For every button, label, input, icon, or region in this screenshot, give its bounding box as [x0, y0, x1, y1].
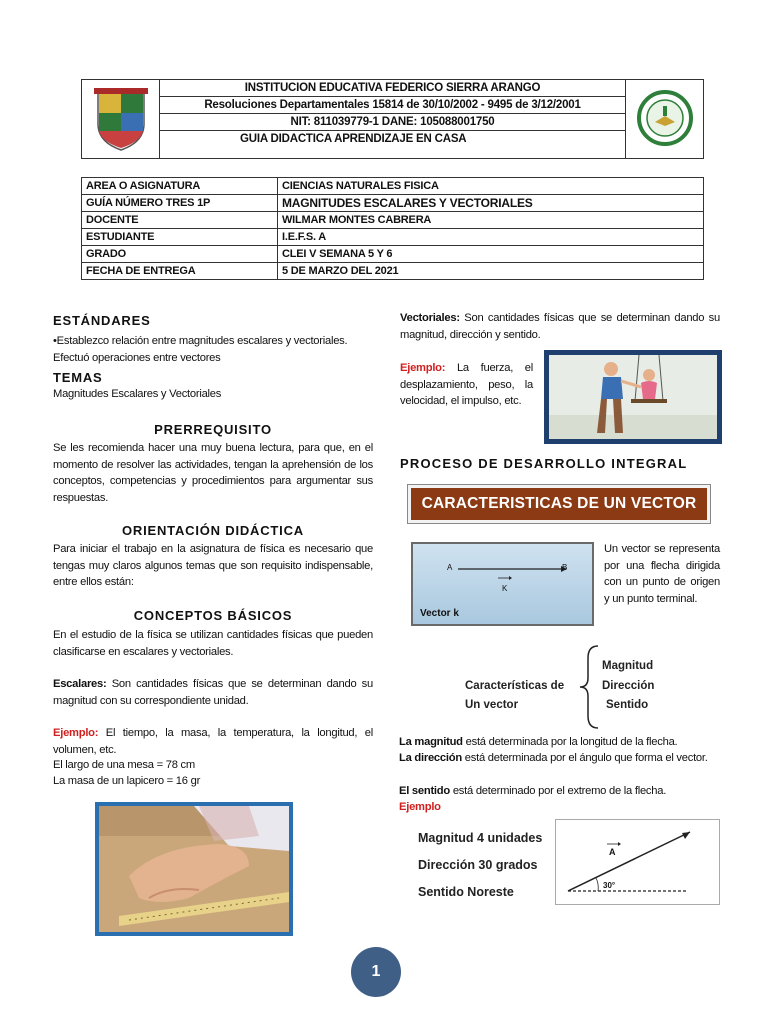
estandar-1: •Establezco relación entre magnitudes escalares y vectoriales. [53, 335, 348, 347]
vector-ejemplo-paragraph [400, 360, 533, 410]
table-row [82, 263, 704, 280]
vectoriales-text: Son cantidades físicas que se determinan dando su magnitud, dirección y sentido. [400, 312, 720, 341]
curly-brace-icon [578, 644, 602, 730]
measuring-table-photo [95, 802, 293, 936]
institution-header [81, 79, 704, 159]
nit-dane: NIT: 811039779-1 DANE: 105088001750 [160, 114, 625, 131]
direccion-text: está determinada por el ángulo que forma el vector. [461, 752, 708, 764]
table-row [82, 195, 704, 212]
guide-title: GUIA DIDACTICA APRENDIZAJE EN CASA [240, 133, 467, 145]
magnitud-label: La magnitud [399, 736, 463, 748]
example-vector-box [555, 819, 720, 905]
caracteristicas-list [602, 657, 654, 716]
prerrequisito-text: Se les recomienda hacer una muy buena lectura, para que, en el momento de resolver las actividades, tengan la aprehensión de los conceptos, competencias y procedimientos para argumentar sus respuestas. [53, 442, 373, 504]
temas-heading: TEMAS [53, 370, 103, 385]
temas-text: Magnitudes Escalares y Vectoriales [53, 388, 222, 400]
row-label: DOCENTE [82, 212, 278, 229]
institution-name: INSTITUCION EDUCATIVA FEDERICO SIERRA ARANGO [160, 80, 625, 97]
escalares-label: Escalares: [53, 678, 107, 690]
vectoriales-label: Vectoriales: [400, 312, 460, 324]
caracteristicas-banner [407, 484, 711, 524]
conceptos-text: En el estudio de la física se utilizan cantidades físicas que pueden clasificarse en escalares y vectoriales. [53, 629, 373, 658]
orientacion-text: Para iniciar el trabajo en la asignatura de física es necesario que tengas muy claros algunos temas que son requisito indispensable, entre ellos están: [53, 543, 373, 588]
vector-caption: Vector k [420, 608, 459, 619]
masa-lapicero: La masa de un lapicero = 16 gr [53, 775, 201, 787]
row-value: WILMAR MONTES CABRERA [278, 212, 704, 229]
example-sentido: Sentido Noreste [418, 885, 514, 899]
example-values [418, 825, 542, 906]
direccion-label: La dirección [399, 752, 462, 764]
measuring-hand-image [99, 806, 289, 932]
caracteristica-sentido: Sentido [606, 699, 649, 711]
swing-photo [544, 350, 722, 444]
direccion-definition [399, 750, 721, 767]
school-crest [82, 80, 160, 158]
point-a-label: A [447, 563, 453, 572]
table-row [82, 246, 704, 263]
conceptos-heading: CONCEPTOS BÁSICOS [133, 608, 293, 623]
school-crest-icon [82, 80, 160, 158]
row-label: ESTUDIANTE [82, 229, 278, 246]
vector-ejemplo-label: Ejemplo: [400, 362, 446, 374]
escalares-paragraph [53, 676, 373, 709]
row-value: CLEI V SEMANA 5 Y 6 [278, 246, 704, 263]
magnitud-definition [399, 734, 721, 751]
banner-text: CARACTERISTICAS DE UN VECTOR [411, 488, 707, 520]
example-vector-arrow [556, 820, 719, 904]
row-value: I.E.F.S. A [278, 229, 704, 246]
caracteristicas-line-1: Características de [465, 680, 565, 692]
ejemplo-paragraph [53, 725, 373, 758]
row-value: CIENCIAS NATURALES FISICA [278, 178, 704, 195]
vector-description: Un vector se representa por una flecha dirigida con un punto de origen y un punto terminal. [604, 543, 720, 605]
example-vector-label: A [609, 847, 616, 857]
sentido-definition [399, 783, 721, 800]
ejemplo2-label: Ejemplo [399, 801, 441, 813]
example-angle-label: 30° [603, 881, 616, 890]
table-row [82, 229, 704, 246]
row-label: AREA O ASIGNATURA [82, 178, 278, 195]
info-table [81, 177, 704, 280]
swing-image [549, 355, 717, 439]
row-value: 5 DE MARZO DEL 2021 [278, 263, 704, 280]
row-value: MAGNITUDES ESCALARES Y VECTORIALES [278, 195, 704, 212]
sentido-label: El sentido [399, 785, 450, 797]
resolutions: Resoluciones Departamentales 15814 de 30/10/2002 - 9495 de 3/12/2001 [160, 97, 625, 114]
example-direccion: Dirección 30 grados [418, 858, 538, 872]
magnitud-text: está determinada por la longitud de la flecha. [462, 736, 678, 748]
row-label: GRADO [82, 246, 278, 263]
ejemplo-text: El tiempo, la masa, la temperatura, la longitud, el volumen, etc. [53, 727, 373, 756]
largo-mesa: El largo de una mesa = 78 cm [53, 759, 195, 771]
caracteristicas-label [465, 677, 564, 715]
orientacion-heading: ORIENTACIÓN DIDÁCTICA [122, 523, 304, 538]
table-row [82, 178, 704, 195]
vector-ejemplo-text: La fuerza, el desplazamiento, peso, la velocidad, el impulso, etc. [400, 362, 533, 407]
school-seal-icon [626, 80, 704, 158]
table-row [82, 212, 704, 229]
vector-k-label: K [502, 584, 508, 593]
estandar-2: Efectuó operaciones entre vectores [53, 352, 221, 364]
row-label: FECHA DE ENTREGA [82, 263, 278, 280]
estandares-heading: ESTÁNDARES [53, 313, 151, 328]
proceso-heading: PROCESO DE DESARROLLO INTEGRAL [400, 456, 688, 471]
caracteristica-magnitud: Magnitud [602, 660, 654, 672]
example-magnitud: Magnitud 4 unidades [418, 831, 543, 845]
header-text [160, 80, 625, 158]
point-b-label: B [562, 563, 568, 572]
vector-diagram [411, 542, 594, 626]
page-number-badge: 1 [351, 947, 401, 997]
school-seal [625, 80, 703, 158]
caracteristica-direccion: Dirección [602, 679, 655, 692]
caracteristicas-line-2: Un vector [465, 699, 519, 711]
prerrequisito-heading: PRERREQUISITO [154, 422, 272, 437]
row-label: GUÍA NÚMERO TRES 1P [82, 195, 278, 212]
escalares-text: Son cantidades físicas que se determinan dando su magnitud con su correspondiente unidad. [53, 678, 373, 707]
vectoriales-paragraph [400, 310, 720, 343]
sentido-text: está determinado por el extremo de la flecha. [449, 785, 667, 797]
ejemplo-label: Ejemplo: [53, 727, 99, 739]
